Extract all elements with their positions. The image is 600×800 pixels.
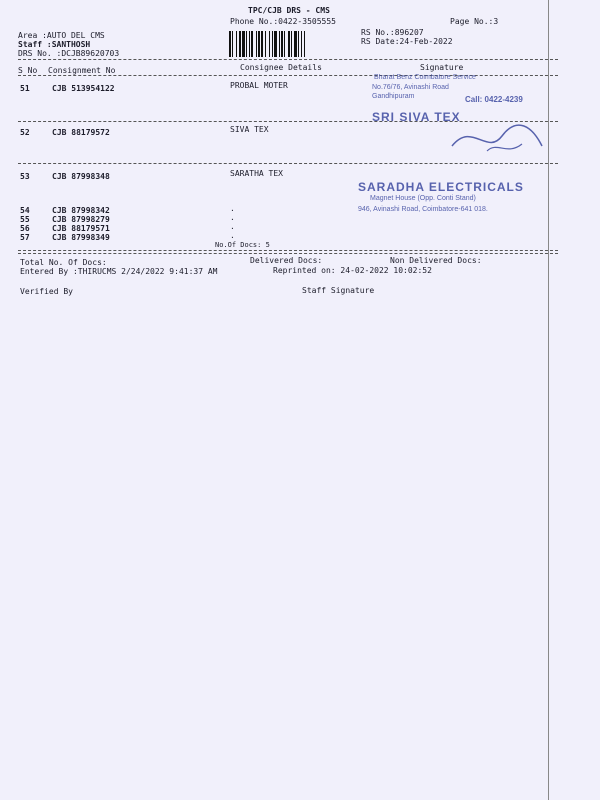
row-sno: 55	[20, 215, 30, 224]
row-consignment: CJB 87998349	[52, 233, 110, 242]
divider	[18, 253, 558, 254]
stamp-call: Call: 0422-4239	[465, 95, 523, 104]
phone-number: Phone No.:0422-3505555	[230, 17, 336, 26]
drs-number: DRS No. :DCJB89620703	[18, 49, 120, 58]
col-consignment: Consignment No	[48, 66, 116, 75]
barcode	[229, 31, 357, 57]
rs-number: RS No.:896207	[361, 28, 424, 37]
row-sno: 52	[20, 128, 30, 137]
area-label: Area :AUTO DEL CMS	[18, 31, 105, 40]
page-edge	[548, 0, 549, 800]
row-consignment: CJB 87998348	[52, 172, 110, 181]
row-sno: 56	[20, 224, 30, 233]
row-consignee: SIVA TEX	[230, 125, 269, 134]
rs-date: RS Date:24-Feb-2022	[361, 37, 453, 46]
row-consignment: CJB 87998279	[52, 215, 110, 224]
stamp-name: SRI SIVA TEX	[372, 110, 461, 124]
row-consignee: .	[230, 213, 235, 222]
delivered-docs: Delivered Docs:	[250, 256, 323, 265]
total-docs: Total No. Of Docs:	[20, 258, 107, 267]
row-consignment: CJB 513954122	[52, 84, 115, 93]
no-of-docs: No.Of Docs: 5	[215, 241, 270, 249]
stamp-name: SARADHA ELECTRICALS	[358, 180, 524, 194]
stamp-line: No.76/76, Avinashi Road	[372, 84, 449, 91]
page-number: Page No.:3	[450, 17, 499, 26]
row-sno: 54	[20, 206, 30, 215]
row-consignment: CJB 87998342	[52, 206, 110, 215]
row-consignee: .	[230, 222, 235, 231]
document-title: TPC/CJB DRS - CMS	[248, 6, 330, 15]
row-consignment: CJB 88179571	[52, 224, 110, 233]
row-divider	[18, 163, 558, 164]
stamp-siva-tex	[372, 108, 558, 163]
signature-scribble-icon	[442, 116, 552, 161]
reprinted-on: Reprinted on: 24-02-2022 10:02:52	[273, 266, 432, 275]
verified-by: Verified By	[20, 287, 73, 296]
stamp-line: Magnet House (Opp. Conti Stand)	[370, 195, 476, 202]
row-sno: 51	[20, 84, 30, 93]
non-delivered-docs: Non Delivered Docs:	[390, 256, 482, 265]
entered-by: Entered By :THIRUCMS 2/24/2022 9:41:37 AM	[20, 267, 218, 276]
row-sno: 57	[20, 233, 30, 242]
row-consignee: SARATHA TEX	[230, 169, 283, 178]
row-consignment: CJB 88179572	[52, 128, 110, 137]
row-consignee: .	[230, 204, 235, 213]
stamp-line: Bharat Benz Coimbatore Service	[374, 74, 476, 81]
divider	[18, 59, 558, 60]
col-consignee: Consignee Details	[240, 63, 322, 72]
col-signature: Signature	[420, 63, 464, 72]
staff-signature: Staff Signature	[302, 286, 375, 295]
row-consignee: PROBAL MOTER	[230, 81, 288, 90]
stamp-line: Gandhipuram	[372, 93, 415, 100]
stamp-saradha	[356, 178, 556, 223]
col-sno: S No	[18, 66, 38, 75]
divider	[18, 250, 558, 251]
row-sno: 53	[20, 172, 30, 181]
row-consignee: .	[230, 231, 235, 240]
staff-label: Staff :SANTHOSH	[18, 40, 91, 49]
stamp-line: 946, Avinashi Road, Coimbatore-641 018.	[358, 206, 488, 213]
